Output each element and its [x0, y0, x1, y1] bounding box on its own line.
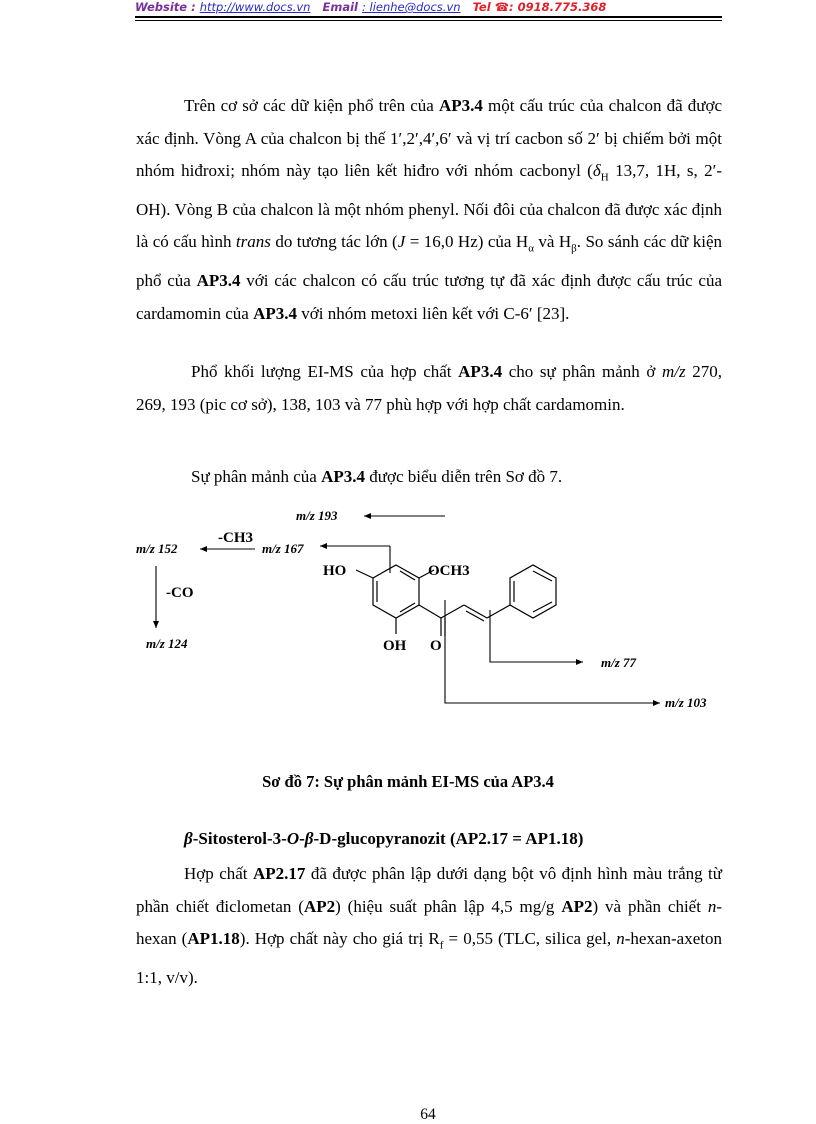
scheme-caption: Sơ đồ 7: Sự phân mảnh EI-MS của AP3.4 [262, 772, 554, 791]
ring-a [373, 565, 419, 618]
label-mz103: m/z 103 [665, 695, 707, 710]
section-title: β-Sitosterol-3-O-β-D-glucopyranozit (AP2.17 = AP1.18) [184, 829, 584, 848]
tel-label: Tel [472, 0, 491, 14]
label-mz77: m/z 77 [601, 655, 637, 670]
paragraph-ei-ms: Phổ khối lượng EI-MS của hợp chất AP3.4 cho sự phân mảnh ở m/z 270, 269, 193 (pic cơ sở), 138, 103 và 77 phù hợp với hợp chất cardamomin. [136, 362, 723, 414]
label-mz124: m/z 124 [146, 636, 188, 651]
label-o: O [430, 638, 442, 654]
bond-ho [356, 570, 373, 578]
telephone-icon: ☎ [494, 0, 510, 14]
email-link[interactable]: : lienhe@docs.vn [361, 0, 461, 14]
label-loss-co: -CO [166, 585, 194, 601]
paragraph-chalcon-structure: Trên cơ sở các dữ kiện phổ trên của AP3.4 một cấu trúc của chalcon đã được xác định. Vòng A của chalcon bị thế 1′,2′,4′,6′ và vị trí cacbon số 2′ bị chiếm bởi một nhóm hiđroxi; nhóm này tạo liên kết hiđro với nhóm cacbonyl ($\delta_H$ 13,7, 1H, s, 2′-OH). Vòng B của chalcon là một nhóm phenyl. Nối đôi của chalcon đã được xác định là có cấu hình trans do tương tác lớn (J = 16,0 Hz) của $H_\alpha$ và $H_\beta$. So sánh các dữ kiện phổ của AP3.4 với các chalcon có cấu trúc tương tự đã xác định được cấu trúc của cardamomin của AP3.4 với nhóm metoxi liên kết với C-6′ [23]. [136, 96, 722, 323]
website-link[interactable]: http://www.docs.vn [199, 0, 311, 14]
paragraph-scheme-intro: Sự phân mảnh của AP3.4 được biểu diễn trên Sơ đồ 7. [191, 467, 563, 486]
label-och3: OCH3 [428, 563, 470, 579]
email-label: Email [322, 0, 358, 14]
label-mz152: m/z 152 [136, 541, 178, 556]
tel-value: : 0918.775.368 [509, 0, 607, 14]
arrow-to-77 [490, 610, 583, 662]
label-mz167: m/z 167 [262, 541, 304, 556]
website-label: Website : [135, 0, 196, 14]
arrow-to-103 [445, 600, 660, 703]
label-ho: HO [323, 563, 347, 579]
page-number: 64 [420, 1106, 436, 1123]
paragraph-sitosterol: Hợp chất AP2.17 đã được phân lập dưới dạng bột vô định hình màu trắng từ phần chiết điclometan (AP2) (hiệu suất phân lập 4,5 mg/g AP2) và phần chiết n-hexan (AP1.18). Hợp chất này cho giá trị $R_f = 0,55$ (TLC, silica gel, n-hexan-axeton 1:1, v/v). [136, 864, 722, 987]
ring-b [510, 565, 556, 618]
label-mz193: m/z 193 [296, 508, 338, 523]
label-oh: OH [383, 638, 407, 654]
label-loss-ch3: -CH3 [218, 530, 253, 546]
